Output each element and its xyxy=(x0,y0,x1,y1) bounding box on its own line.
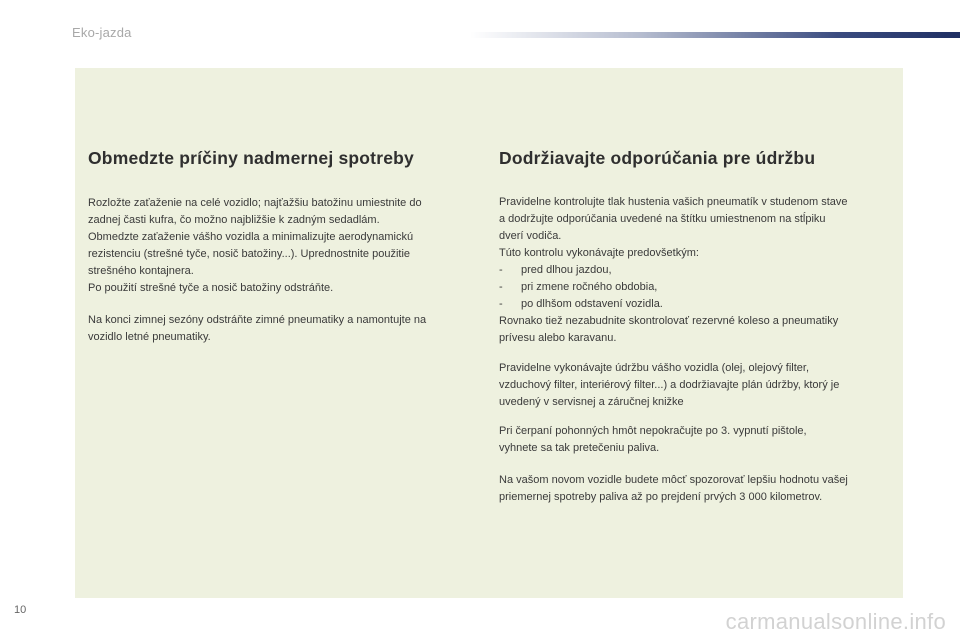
right-heading: Dodržiavajte odporúčania pre údržbu xyxy=(499,148,816,168)
right-paragraph-3 xyxy=(499,423,807,457)
text-line: Rozložte zaťaženie na celé vozidlo; najťažšiu batožinu umiestnite do xyxy=(88,197,422,209)
text-line: Obmedzte zaťaženie vášho vozidla a minimalizujte aerodynamickú xyxy=(88,231,414,243)
text-line: vzduchový filter, interiérový filter...) a dodržiavajte plán údržby, ktorý je xyxy=(499,379,840,391)
left-heading: Obmedzte príčiny nadmernej spotreby xyxy=(88,148,414,168)
list-dash: - xyxy=(499,264,503,276)
text-line: Pravidelne kontrolujte tlak hustenia vašich pneumatík v studenom stave xyxy=(499,196,848,208)
text-line: vyhnete sa tak pretečeniu paliva. xyxy=(499,442,660,454)
text-line: strešného kontajnera. xyxy=(88,265,194,277)
list-item xyxy=(499,296,848,313)
text-line: uvedený v servisnej a záručnej knižke xyxy=(499,396,684,408)
text-line: Po použití strešné tyče a nosič batožiny odstráňte. xyxy=(88,282,334,294)
list-item-text: pred dlhou jazdou, xyxy=(521,264,612,276)
list-item-text: pri zmene ročného obdobia, xyxy=(521,281,658,293)
text-line: dverí vodiča. xyxy=(499,230,562,242)
left-paragraph-2 xyxy=(88,312,426,346)
header-gradient-bar xyxy=(470,32,960,38)
text-line: Na konci zimnej sezóny odstráňte zimné pneumatiky a namontujte na xyxy=(88,314,427,326)
text-line: priemernej spotreby paliva až po prejdení prvých 3 000 kilometrov. xyxy=(499,491,823,503)
right-paragraph-1 xyxy=(499,194,848,347)
text-line: Na vašom novom vozidle budete môcť spozorovať lepšiu hodnotu vašej xyxy=(499,474,848,486)
list-dash: - xyxy=(499,281,503,293)
list-item xyxy=(499,262,848,279)
section-title: Eko-jazda xyxy=(72,25,132,40)
right-paragraph-4 xyxy=(499,472,848,506)
text-line: zadnej časti kufra, čo možno najbližšie k zadným sedadlám. xyxy=(88,214,380,226)
text-line: Pri čerpaní pohonných hmôt nepokračujte po 3. vypnutí pištole, xyxy=(499,425,807,437)
list-item xyxy=(499,279,848,296)
text-line: rezistenciu (strešné tyče, nosič batožiny...). Uprednostnite použitie xyxy=(88,248,411,260)
right-paragraph-2 xyxy=(499,360,839,411)
text-line: prívesu alebo karavanu. xyxy=(499,332,617,344)
text-line: vozidlo letné pneumatiky. xyxy=(88,331,211,343)
text-line: Rovnako tiež nezabudnite skontrolovať rezervné koleso a pneumatiky xyxy=(499,315,839,327)
text-line: Pravidelne vykonávajte údržbu vášho vozidla (olej, olejový filter, xyxy=(499,362,809,374)
text-line: Túto kontrolu vykonávajte predovšetkým: xyxy=(499,247,699,259)
left-paragraph-1 xyxy=(88,195,422,297)
watermark: carmanualsonline.info xyxy=(725,609,946,634)
content-panel xyxy=(75,68,903,598)
text-line: a dodržujte odporúčania uvedené na štítku umiestnenom na stĺpiku xyxy=(499,213,826,225)
list-dash: - xyxy=(499,298,503,310)
page-number: 10 xyxy=(14,604,27,616)
list-item-text: po dlhšom odstavení vozidla. xyxy=(521,298,663,310)
